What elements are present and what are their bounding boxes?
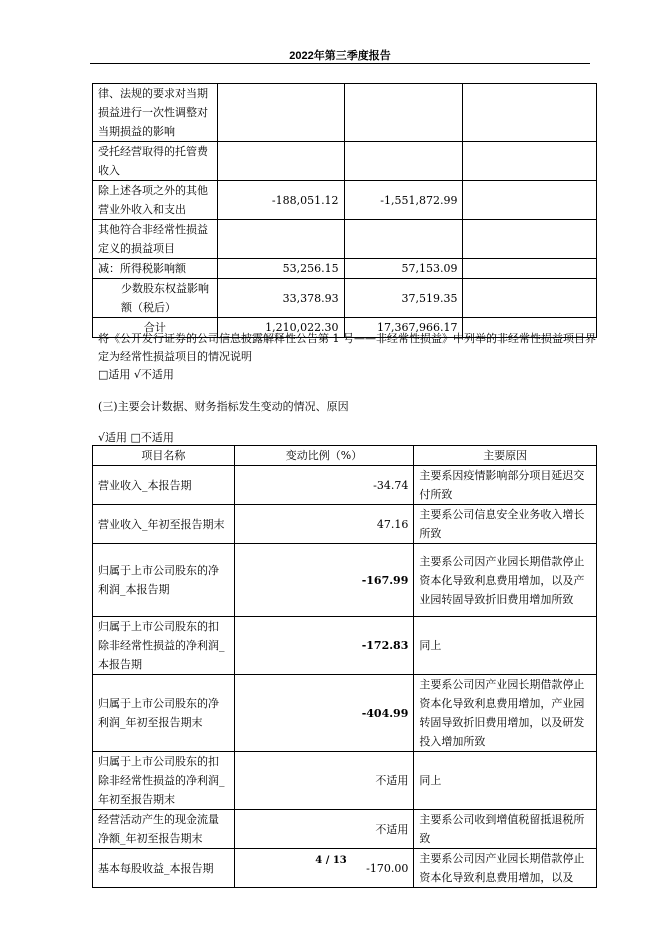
value-cell: [344, 142, 463, 181]
column-header: 变动比例（%）: [234, 446, 414, 466]
table-row: [93, 544, 597, 617]
table-header-row: [93, 446, 597, 466]
section-heading: (三)主要会计数据、财务指标发生变动的情况、原因: [98, 400, 349, 413]
item-name: 归属于上市公司股东的净利润_年初至报告期末: [93, 675, 235, 752]
change-ratio: -167.99: [234, 544, 414, 617]
item-name: 归属于上市公司股东的扣除非经常性损益的净利润_本报告期: [93, 617, 235, 675]
item-name: 归属于上市公司股东的扣除非经常性损益的净利润_年初至报告期末: [93, 752, 235, 810]
row-label: 律、法规的要求对当期损益进行一次性调整对当期损益的影响: [93, 84, 218, 142]
main-reason: 主要系公司收到增值税留抵退税所致: [414, 810, 597, 849]
main-reason: 同上: [414, 617, 597, 675]
value-cell: 17,367,966.17: [344, 318, 463, 338]
row-label: 减：所得税影响额: [93, 259, 218, 279]
empty-cell: [463, 181, 597, 220]
row-label: 受托经营取得的托管费收入: [93, 142, 218, 181]
column-header: 主要原因: [414, 446, 597, 466]
table-row: [93, 810, 597, 849]
value-cell: 53,256.15: [217, 259, 344, 279]
empty-cell: [463, 84, 597, 142]
main-reason: 主要系公司因产业园长期借款停止资本化导致利息费用增加，以及: [414, 849, 597, 888]
value-cell: [217, 142, 344, 181]
change-ratio: 不适用: [234, 752, 414, 810]
change-ratio: -34.74: [234, 466, 414, 505]
main-reason: 主要系公司因产业园长期借款停止资本化导致利息费用增加，产业园转固导致折旧费用增加，以及研发投入增加所致: [414, 675, 597, 752]
empty-cell: [463, 259, 597, 279]
change-ratio: 不适用: [234, 810, 414, 849]
table-row: [93, 181, 597, 220]
value-cell: 1,210,022.30: [217, 318, 344, 338]
main-reason: 主要系公司因产业园长期借款停止资本化导致利息费用增加，以及产业园转固导致折旧费用增加所致: [414, 544, 597, 617]
row-label: 其他符合非经常性损益定义的损益项目: [93, 220, 218, 259]
table-row: [93, 279, 597, 318]
change-ratio: 47.16: [234, 505, 414, 544]
empty-cell: [463, 142, 597, 181]
value-cell: -188,051.12: [217, 181, 344, 220]
row-label: 少数股东权益影响额（税后）: [93, 279, 218, 318]
item-name: 归属于上市公司股东的净利润_本报告期: [93, 544, 235, 617]
row-label: 合计: [93, 318, 218, 338]
change-ratio: -404.99: [234, 675, 414, 752]
non-recurring-table: [92, 83, 597, 338]
table-row: [93, 675, 597, 752]
main-reason: 同上: [414, 752, 597, 810]
table-row: [93, 220, 597, 259]
value-cell: 37,519.35: [344, 279, 463, 318]
value-cell: 57,153.09: [344, 259, 463, 279]
main-reason: 主要系公司信息安全业务收入增长所致: [414, 505, 597, 544]
value-cell: [217, 220, 344, 259]
item-name: 营业收入_本报告期: [93, 466, 235, 505]
table-row: [93, 142, 597, 181]
row-label: 除上述各项之外的其他营业外收入和支出: [93, 181, 218, 220]
change-ratio: -172.83: [234, 617, 414, 675]
value-cell: 33,378.93: [217, 279, 344, 318]
header-rule: [90, 63, 590, 64]
value-cell: [344, 220, 463, 259]
column-header: 项目名称: [93, 446, 235, 466]
change-analysis-table: [92, 445, 597, 888]
table-row: [93, 259, 597, 279]
table-row: [93, 466, 597, 505]
value-cell: -1,551,872.99: [344, 181, 463, 220]
item-name: 营业收入_年初至报告期末: [93, 505, 235, 544]
value-cell: [344, 84, 463, 142]
table-row: [93, 84, 597, 142]
change-ratio: -170.00: [234, 849, 414, 888]
table-row: [93, 505, 597, 544]
item-name: 基本每股收益_本报告期: [93, 849, 235, 888]
item-name: 经营活动产生的现金流量净额_年初至报告期末: [93, 810, 235, 849]
empty-cell: [463, 279, 597, 318]
note-paragraph: 将《公开发行证券的公司信息披露解释性公告第 1 号——非经常性损益》中列举的非经常性损益项目界定为经常性损益项目的情况说明: [98, 332, 596, 363]
table-row: [93, 617, 597, 675]
section-options: √适用 □不适用: [98, 431, 174, 444]
value-cell: [217, 84, 344, 142]
page-header: 2022年第三季度报告: [289, 50, 391, 62]
note-options: □适用 √不适用: [98, 368, 174, 381]
main-reason: 主要系因疫情影响部分项目延迟交付所致: [414, 466, 597, 505]
page-number: 4 / 13: [315, 855, 347, 866]
empty-cell: [463, 220, 597, 259]
table-row: [93, 752, 597, 810]
